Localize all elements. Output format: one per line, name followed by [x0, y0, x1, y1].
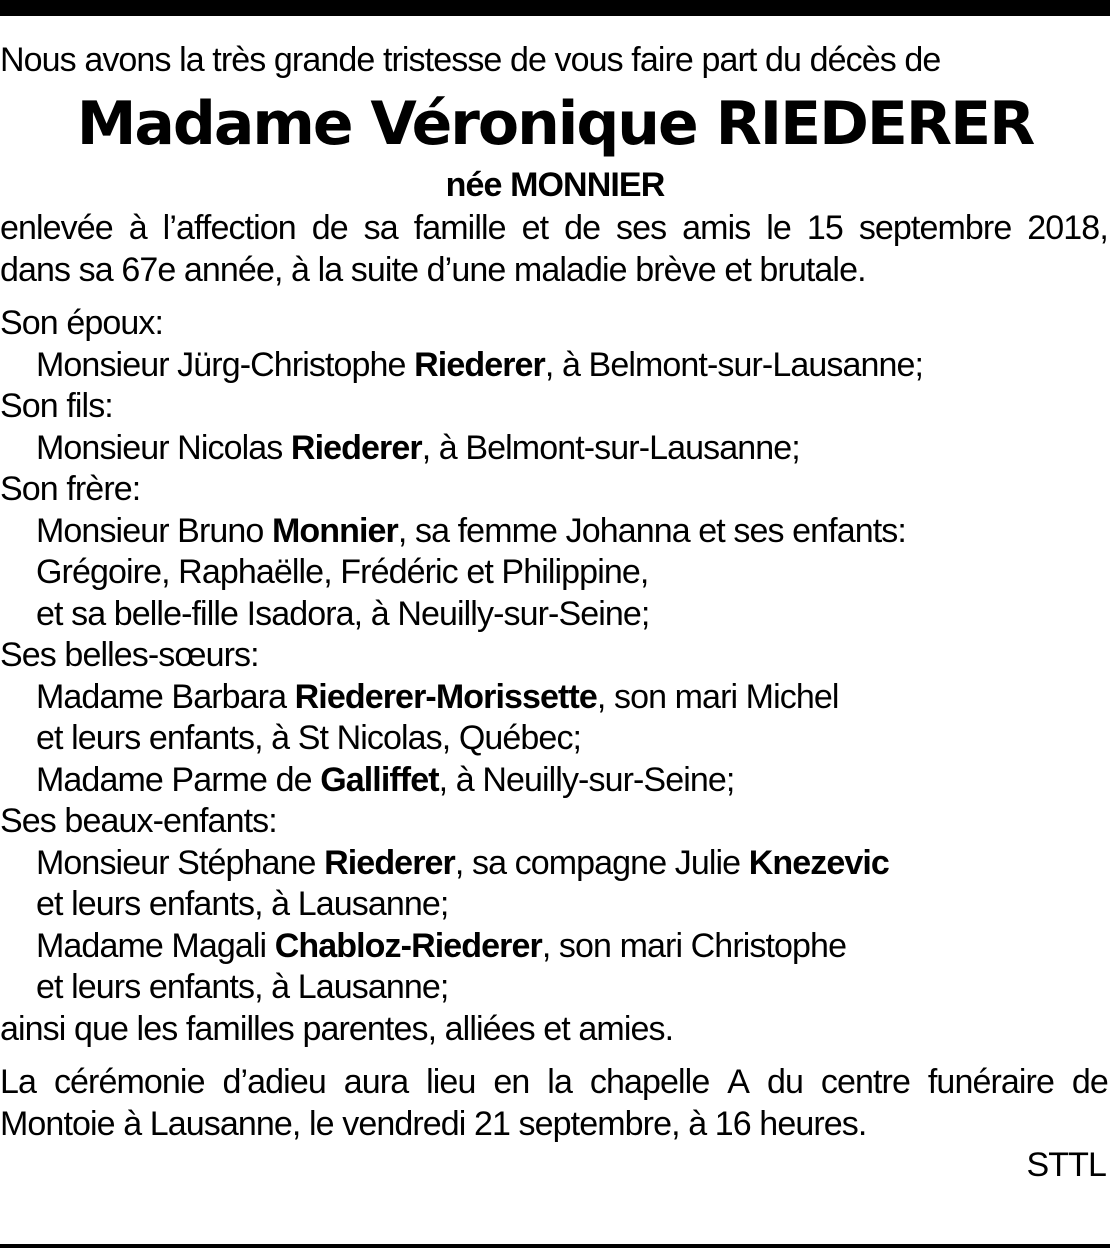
- stepchild-1-surname: Riederer: [324, 843, 455, 882]
- word: 15: [806, 209, 843, 247]
- sister-in-law-1-title-first-name: Madame Barbara: [36, 677, 295, 716]
- brother-stepdaughter: et sa belle-fille Isadora, à Neuilly-sur-Seine;: [36, 594, 650, 633]
- word: famille: [413, 209, 506, 247]
- stepchild-1-children: et leurs enfants, à Lausanne;: [36, 885, 449, 923]
- ceremony-line-2: Montoie à Lausanne, le vendredi 21 septembre, à 16 heures.: [0, 1104, 867, 1143]
- sister-in-law-2-entry: [0, 760, 1110, 802]
- sister-in-law-2-title-first-name: Madame Parme de: [36, 760, 321, 799]
- word: enlevée: [0, 209, 113, 247]
- top-border-rule: [0, 0, 1110, 16]
- spouse-surname: Riederer: [414, 345, 545, 384]
- stepchild-2-surname: Chabloz-Riederer: [274, 926, 542, 965]
- sister-in-law-1-details: , son mari Michel: [596, 677, 839, 716]
- word: la: [547, 1063, 572, 1101]
- word: l’affection: [162, 209, 296, 247]
- word: ses: [616, 209, 667, 247]
- word: septembre: [858, 209, 1012, 247]
- families-line: ainsi que les familles parentes, alliées et amies.: [0, 1009, 674, 1048]
- sister-in-law-2-surname: Galliffet: [320, 760, 439, 799]
- sisters-in-law-heading: Ses belles-sœurs:: [0, 636, 259, 674]
- spouse-entry: [0, 345, 1110, 387]
- word: d’adieu: [222, 1063, 326, 1101]
- word: sa: [363, 209, 398, 247]
- word: et: [521, 209, 549, 247]
- word: de: [564, 209, 601, 247]
- son-location: , à Belmont-sur-Lausanne;: [421, 428, 800, 467]
- brother-surname: Monnier: [271, 511, 398, 550]
- word: du: [766, 1063, 803, 1101]
- word: aura: [343, 1063, 409, 1101]
- stepchild-2-children: et leurs enfants, à Lausanne;: [36, 968, 449, 1006]
- stepchild-1-partner: , sa compagne Julie: [454, 843, 749, 882]
- sister-in-law-1-surname: Riederer-Morissette: [294, 677, 597, 716]
- word: lieu: [426, 1063, 476, 1101]
- word: cérémonie: [53, 1063, 205, 1101]
- word: A: [727, 1063, 750, 1101]
- spouse-title-first-name: Monsieur Jürg-Christophe: [36, 345, 415, 384]
- death-announcement: [0, 208, 1110, 291]
- brother-details: , sa femme Johanna et ses enfants:: [397, 511, 906, 550]
- maiden-name: née MONNIER: [445, 166, 665, 204]
- word: le: [766, 209, 791, 247]
- deceased-name: Madame Véronique RIEDERER: [76, 89, 1034, 159]
- death-line-1: [0, 208, 1108, 250]
- stepchild-1-title-first-name: Monsieur Stéphane: [36, 843, 325, 882]
- ceremony-line-1: [0, 1062, 1108, 1104]
- stepchild-2-entry: [0, 926, 1110, 968]
- word: chapelle: [589, 1063, 710, 1101]
- word: centre: [820, 1063, 910, 1101]
- death-notice: [0, 40, 1110, 1187]
- son-entry: [0, 428, 1110, 470]
- word: funéraire: [927, 1063, 1054, 1101]
- intro-text: Nous avons la très grande tristesse de vous faire part du décès de: [0, 41, 941, 79]
- word: 2018,: [1027, 209, 1108, 247]
- sister-in-law-1-children: et leurs enfants, à St Nicolas, Québec;: [36, 719, 582, 757]
- word: de: [1071, 1063, 1108, 1101]
- brother-children: Grégoire, Raphaëlle, Frédéric et Philippine,: [36, 553, 649, 591]
- stepchild-2-details: , son mari Christophe: [541, 926, 847, 965]
- brother-heading: Son frère:: [0, 470, 141, 508]
- stepchild-2-title-first-name: Madame Magali: [36, 926, 275, 965]
- brother-title-first-name: Monsieur Bruno: [36, 511, 272, 550]
- spouse-heading: Son époux:: [0, 304, 164, 342]
- stepchild-1-partner-surname: Knezevic: [748, 843, 889, 882]
- brother-entry: [0, 511, 1110, 553]
- stepchildren-heading: Ses beaux-enfants:: [0, 802, 277, 840]
- bottom-border-rule: [0, 1244, 1110, 1248]
- word: amis: [682, 209, 751, 247]
- word: à: [128, 209, 147, 247]
- death-line-2: dans sa 67e année, à la suite d’une maladie brève et brutale.: [0, 250, 866, 289]
- word: La: [0, 1063, 37, 1101]
- sister-in-law-1-entry: [0, 677, 1110, 719]
- son-heading: Son fils:: [0, 387, 113, 425]
- signature: STTL: [1026, 1146, 1106, 1184]
- sister-in-law-2-location: , à Neuilly-sur-Seine;: [438, 760, 735, 799]
- word: en: [493, 1063, 530, 1101]
- stepchild-1-entry: [0, 843, 1110, 885]
- ceremony-announcement: [0, 1062, 1110, 1145]
- spouse-location: , à Belmont-sur-Lausanne;: [544, 345, 924, 384]
- word: de: [311, 209, 348, 247]
- son-surname: Riederer: [290, 428, 422, 467]
- son-title-first-name: Monsieur Nicolas: [36, 428, 291, 467]
- family-list: [0, 303, 1110, 1050]
